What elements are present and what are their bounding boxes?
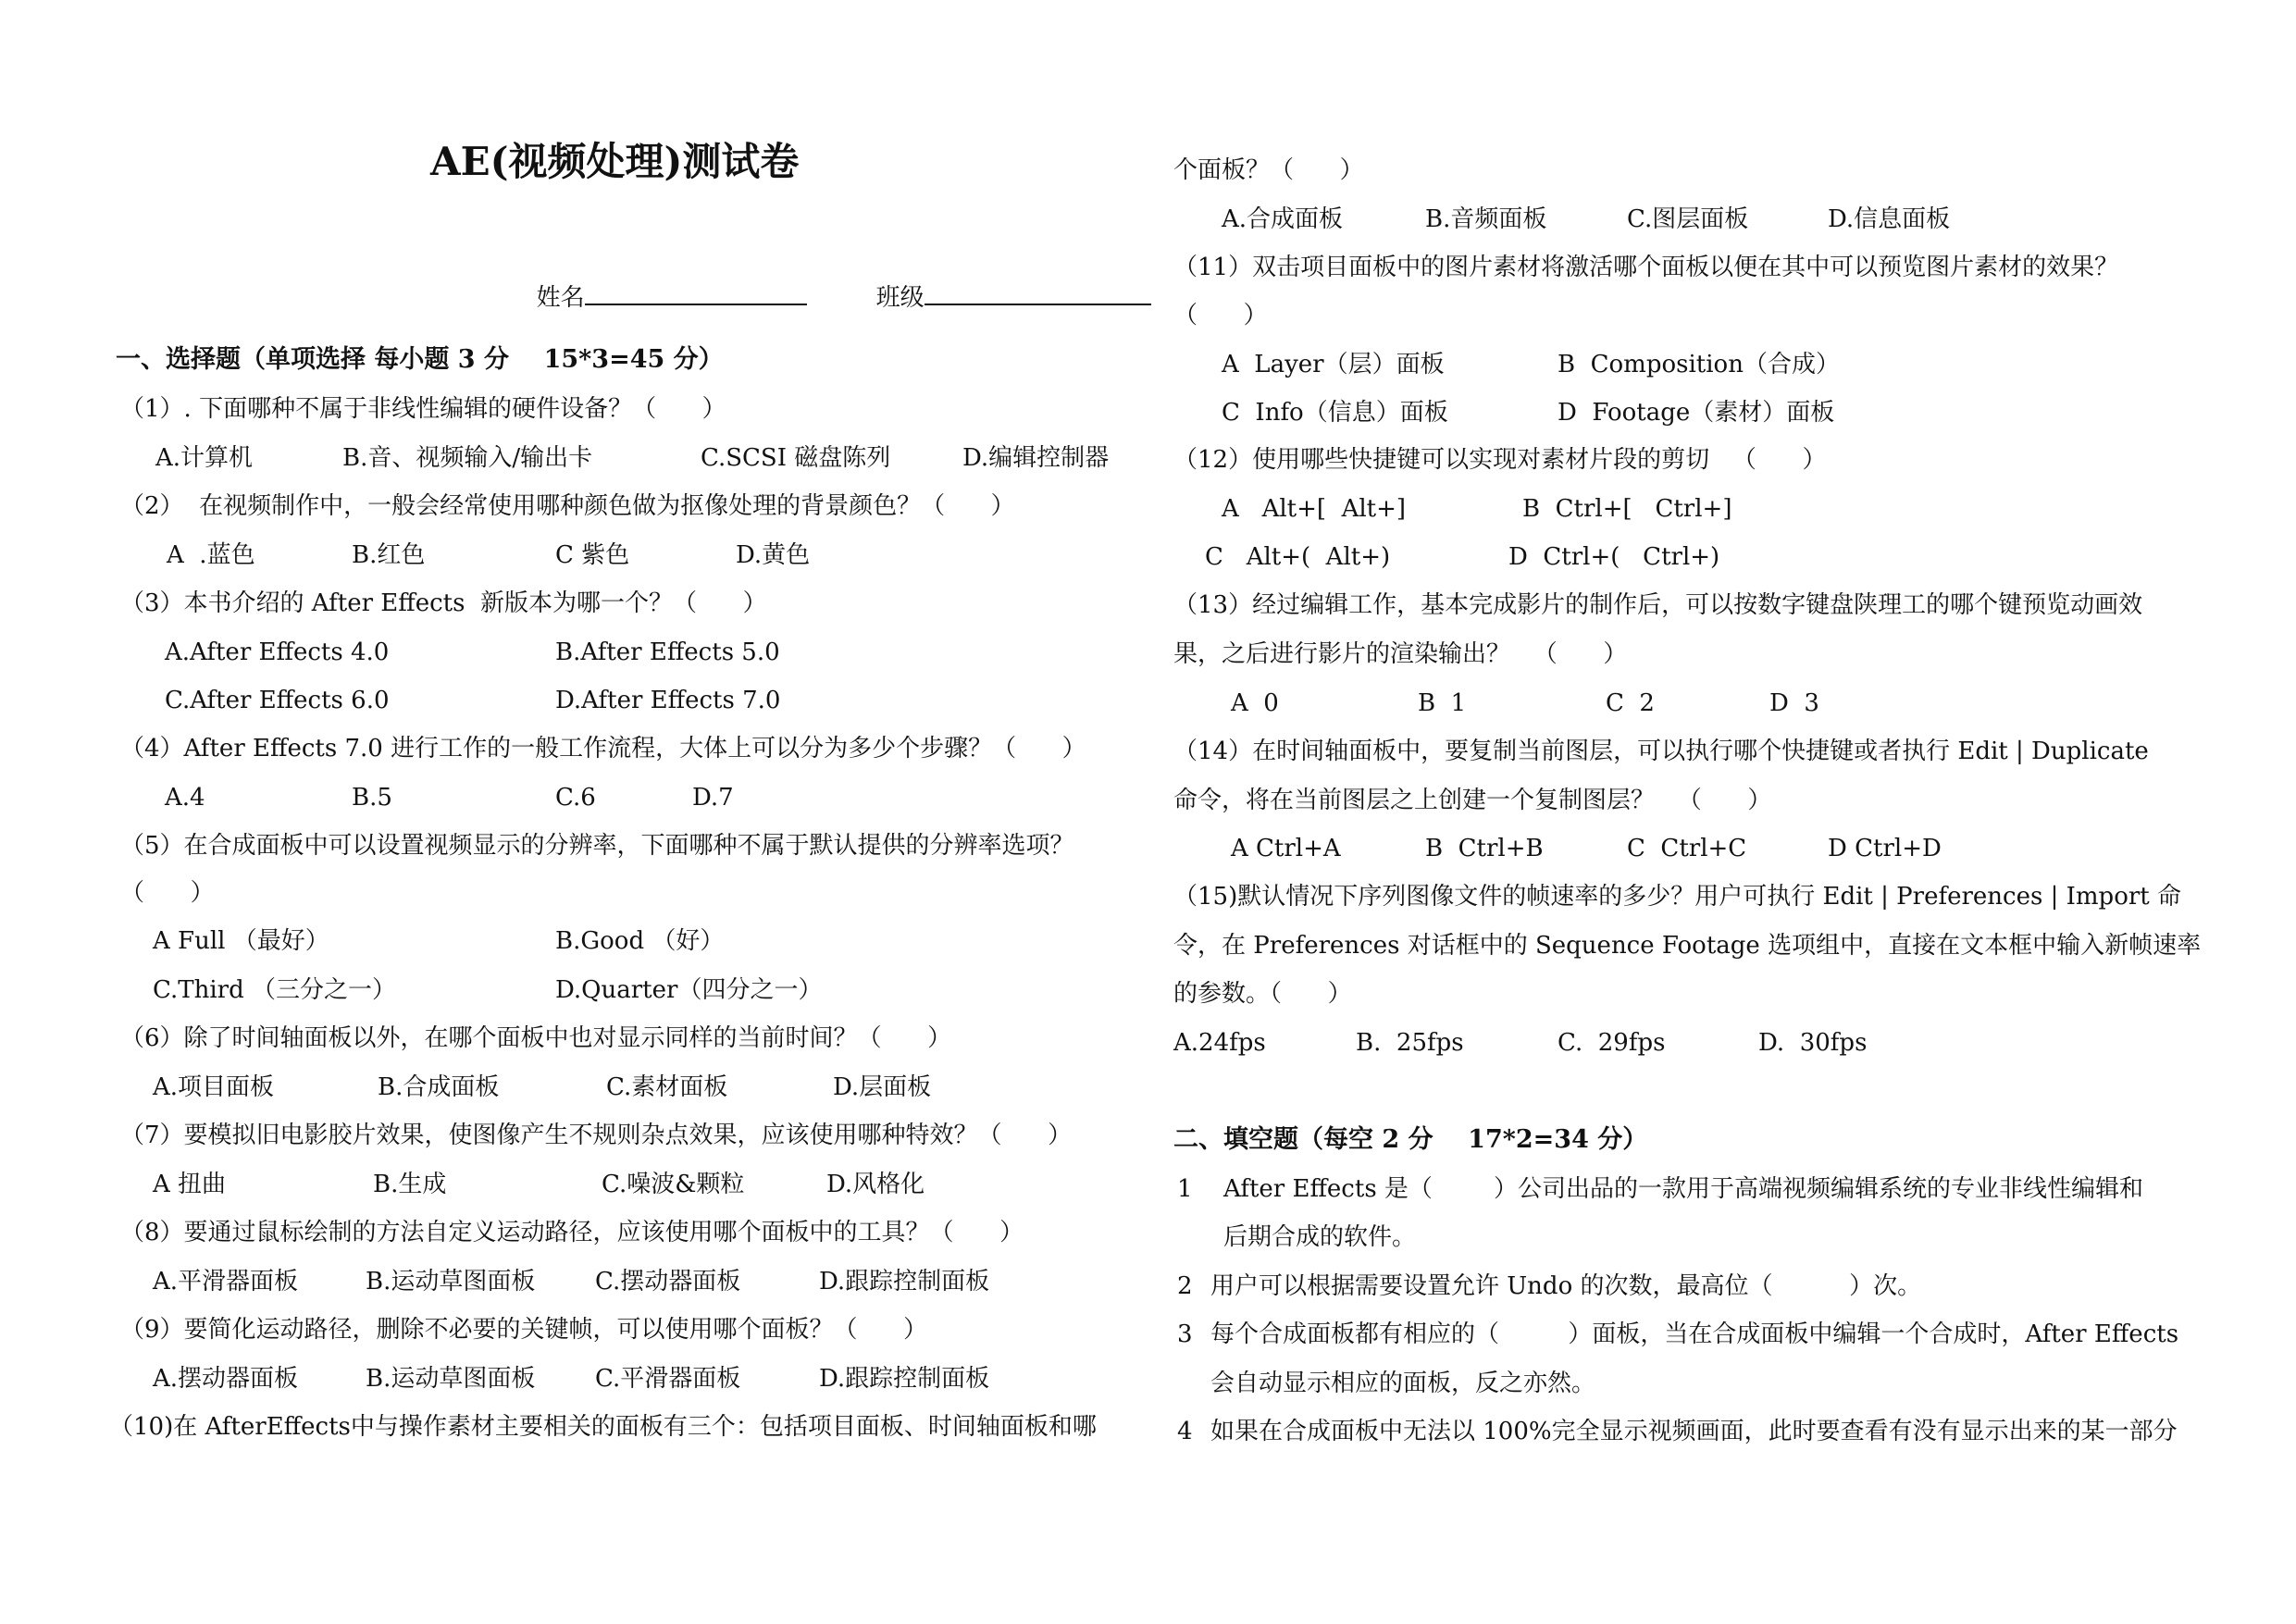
name-label: 姓名	[536, 284, 585, 312]
question-13-cont: 果，之后进行影片的渲染输出？ （ ）	[1173, 640, 1628, 668]
q8-option-c: C.摆动器面板	[595, 1268, 741, 1295]
q5-option-a: A Full （最好）	[153, 927, 329, 955]
q8-option-a: A.平滑器面板	[153, 1268, 299, 1295]
fill-3-number: 3	[1177, 1320, 1193, 1348]
question-5: （5）在合成面板中可以设置视频显示的分辨率，下面哪种不属于默认提供的分辨率选项？	[120, 832, 1074, 860]
q9-option-a: A.摆动器面板	[153, 1365, 299, 1393]
q14-option-c: C Ctrl+C	[1627, 835, 1747, 862]
q2-option-c: C 紫色	[555, 541, 630, 569]
q12-option-d: D Ctrl+( Ctrl+)	[1508, 543, 1720, 571]
q12-option-c: C Alt+( Alt+)	[1205, 543, 1391, 571]
question-14: （14）在时间轴面板中，要复制当前图层，可以执行哪个快捷键或者执行 Edit | Duplicate	[1173, 738, 2149, 765]
q2-option-a: A .蓝色	[167, 541, 255, 569]
q6-option-d: D.层面板	[833, 1073, 932, 1101]
question-11: （11）双击项目面板中的图片素材将激活哪个面板以便在其中可以预览图片素材的效果？	[1173, 254, 2119, 281]
q3-option-d: D.After Effects 7.0	[555, 687, 781, 714]
q11-option-d: D Footage（素材）面板	[1558, 399, 1835, 427]
q13-option-b: B 1	[1418, 689, 1467, 717]
q12-option-a: A Alt+[ Alt+]	[1222, 495, 1407, 523]
question-15: （15)默认情况下序列图像文件的帧速率的多少？用户可执行 Edit | Preferences | Import 命	[1173, 883, 2181, 911]
q11-option-a: A Layer（层）面板	[1222, 351, 1445, 378]
q4-option-c: C.6	[555, 784, 596, 812]
q1-option-d: D.编辑控制器	[962, 444, 1110, 472]
q15-option-c: C. 29fps	[1558, 1029, 1666, 1057]
class-blank[interactable]	[925, 279, 1151, 305]
question-3: （3）本书介绍的 After Effects 新版本为哪一个？（ ）	[120, 589, 767, 617]
class-label: 班级	[875, 284, 925, 312]
q13-option-d: D 3	[1769, 689, 1819, 717]
name-field	[490, 248, 807, 345]
q14-option-a: A Ctrl+A	[1231, 835, 1341, 862]
question-9: （9）要简化运动路径，删除不必要的关键帧，可以使用哪个面板？（ ）	[120, 1316, 928, 1344]
question-13: （13）经过编辑工作，基本完成影片的制作后，可以按数字键盘陕理工的哪个键预览动画效	[1173, 591, 2143, 619]
q10-option-d: D.信息面板	[1828, 205, 1951, 233]
question-7: （7）要模拟旧电影胶片效果，使图像产生不规则杂点效果，应该使用哪种特效？（ ）	[120, 1122, 1073, 1149]
section-heading-choice: 一、选择题（单项选择 每小题 3 分 15*3=45 分）	[116, 345, 724, 374]
q15-option-b: B. 25fps	[1356, 1029, 1464, 1057]
q5-option-c: C.Third （三分之一）	[153, 976, 396, 1004]
question-12: （12）使用哪些快捷键可以实现对素材片段的剪切 （ ）	[1173, 446, 1827, 474]
fill-1-text: After Effects 是（ ）公司出品的一款用于高端视频编辑系统的专业非线性编辑和	[1223, 1175, 2144, 1203]
q4-option-a: A.4	[165, 784, 205, 812]
q6-option-b: B.合成面板	[378, 1073, 500, 1101]
fill-1-number: 1	[1177, 1175, 1193, 1203]
q7-option-c: C.噪波&颗粒	[602, 1171, 745, 1198]
q8-option-b: B.运动草图面板	[366, 1268, 536, 1295]
fill-4-text: 如果在合成面板中无法以 100%完全显示视频画面，此时要查看有没有显示出来的某一部分	[1210, 1418, 2178, 1445]
fill-2-text: 用户可以根据需要设置允许 Undo 的次数，最高位（ ）次。	[1210, 1272, 1922, 1300]
q9-option-d: D.跟踪控制面板	[819, 1365, 990, 1393]
q11-option-b: B Composition（合成）	[1558, 351, 1840, 378]
q11-option-c: C Info（信息）面板	[1222, 399, 1448, 427]
question-15-cont: 令，在 Preferences 对话框中的 Sequence Footage 选项组中，直接在文本框中输入新帧速率	[1173, 932, 2202, 960]
question-6: （6）除了时间轴面板以外，在哪个面板中也对显示同样的当前时间？（ ）	[120, 1024, 952, 1052]
q4-option-b: B.5	[352, 784, 392, 812]
q1-option-a: A.计算机	[155, 444, 254, 472]
q10-option-a: A.合成面板	[1222, 205, 1344, 233]
fill-2-number: 2	[1177, 1272, 1193, 1300]
q7-option-b: B.生成	[373, 1171, 447, 1198]
section-heading-fill-blank: 二、填空题（每空 2 分 17*2=34 分）	[1173, 1125, 1648, 1154]
fill-1-text-cont: 后期合成的软件。	[1223, 1223, 1417, 1251]
q15-option-a: A.24fps	[1173, 1029, 1266, 1057]
question-14-cont: 命令，将在当前图层之上创建一个复制图层？ （ ）	[1173, 787, 1772, 814]
question-5-cont: （ ）	[120, 879, 215, 907]
q12-option-b: B Ctrl+[ Ctrl+]	[1522, 495, 1732, 523]
question-1: （1）. 下面哪种不属于非线性编辑的硬件设备？（ ）	[120, 395, 726, 423]
q3-option-c: C.After Effects 6.0	[165, 687, 390, 714]
q4-option-d: D.7	[692, 784, 734, 812]
page-title: AE(视频处理)测试卷	[430, 139, 800, 184]
question-15-cont-2: 的参数。（ ）	[1173, 980, 1352, 1008]
q14-option-d: D Ctrl+D	[1828, 835, 1942, 862]
question-10: （10)在 AfterEffects中与操作素材主要相关的面板有三个：包括项目面板、时间轴面板和哪	[109, 1413, 1097, 1441]
q13-option-a: A 0	[1231, 689, 1279, 717]
q7-option-d: D.风格化	[826, 1171, 925, 1198]
q1-option-c: C.SCSI 磁盘陈列	[701, 444, 891, 472]
q9-option-c: C.平滑器面板	[595, 1365, 741, 1393]
q10-option-c: C.图层面板	[1627, 205, 1749, 233]
q2-option-b: B.红色	[352, 541, 426, 569]
q5-option-b: B.Good （好）	[555, 927, 725, 955]
q15-option-d: D. 30fps	[1758, 1029, 1868, 1057]
fill-3-text: 每个合成面板都有相应的（ ）面板，当在合成面板中编辑一个合成时，After Effects	[1210, 1320, 2179, 1348]
q6-option-a: A.项目面板	[153, 1073, 275, 1101]
question-10-cont: 个面板？（ ）	[1173, 156, 1364, 184]
q3-option-b: B.After Effects 5.0	[555, 638, 780, 666]
fill-4-number: 4	[1177, 1418, 1193, 1445]
q10-option-b: B.音频面板	[1425, 205, 1547, 233]
q8-option-d: D.跟踪控制面板	[819, 1268, 990, 1295]
q1-option-b: B.音、视频输入/输出卡	[342, 444, 593, 472]
q13-option-c: C 2	[1606, 689, 1655, 717]
q2-option-d: D.黄色	[736, 541, 811, 569]
q6-option-c: C.素材面板	[606, 1073, 728, 1101]
name-blank[interactable]	[585, 279, 807, 305]
q5-option-d: D.Quarter（四分之一）	[555, 976, 823, 1004]
question-11-cont: （ ）	[1173, 302, 1268, 329]
q3-option-a: A.After Effects 4.0	[165, 638, 390, 666]
q14-option-b: B Ctrl+B	[1425, 835, 1544, 862]
question-4: （4）After Effects 7.0 进行工作的一般工作流程，大体上可以分为多少个步骤？（ ）	[120, 735, 1086, 762]
q7-option-a: A 扭曲	[153, 1171, 227, 1198]
question-2: （2） 在视频制作中，一般会经常使用哪种颜色做为抠像处理的背景颜色？（ ）	[120, 492, 1015, 520]
q9-option-b: B.运动草图面板	[366, 1365, 536, 1393]
fill-3-text-cont: 会自动显示相应的面板，反之亦然。	[1210, 1370, 1596, 1397]
class-field	[830, 248, 1151, 345]
question-8: （8）要通过鼠标绘制的方法自定义运动路径，应该使用哪个面板中的工具？（ ）	[120, 1219, 1024, 1246]
